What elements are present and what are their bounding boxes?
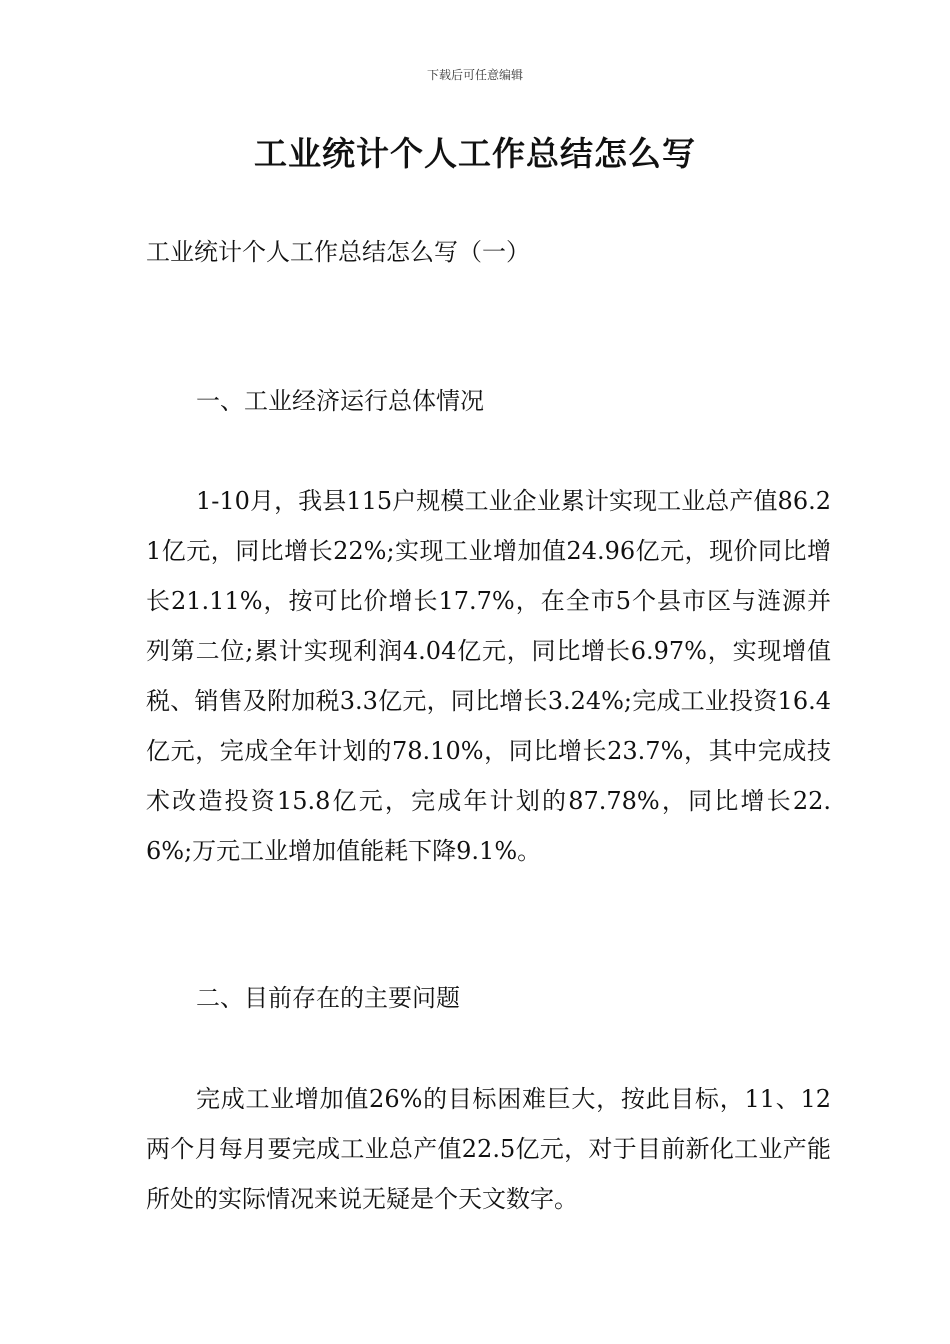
section-heading-2: 二、目前存在的主要问题 [196, 984, 460, 1012]
document-title: 工业统计个人工作总结怎么写 [254, 134, 696, 173]
section-heading-1: 一、工业经济运行总体情况 [196, 387, 484, 415]
document-subtitle: 工业统计个人工作总结怎么写（一） [146, 238, 530, 266]
section-paragraph-1: 1-10月，我县115户规模工业企业累计实现工业总产值86.21亿元，同比增长22%;实现工业增加值24.96亿元，现价同比增长21.11%，按可比价增长17.7%，在全市5个县市区与涟源并列第二位;累计实现利润4.04亿元，同比增长6.97%，实现增值税、销售及附加税3.3亿元，同比增长3.24%;完成工业投资16.4亿元，完成全年计划的78.10%，同比增长23.7%，其中完成技术改造投资15.8亿元，完成年计划的87.78%，同比增长22.6%;万元工业增加值能耗下降9.1%。 [146, 487, 831, 865]
section-paragraph-2: 完成工业增加值26%的目标困难巨大，按此目标，11、12两个月每月要完成工业总产值22.5亿元，对于目前新化工业产能所处的实际情况来说无疑是个天文数字。 [146, 1085, 831, 1213]
header-note: 下载后可任意编辑 [426, 68, 523, 82]
